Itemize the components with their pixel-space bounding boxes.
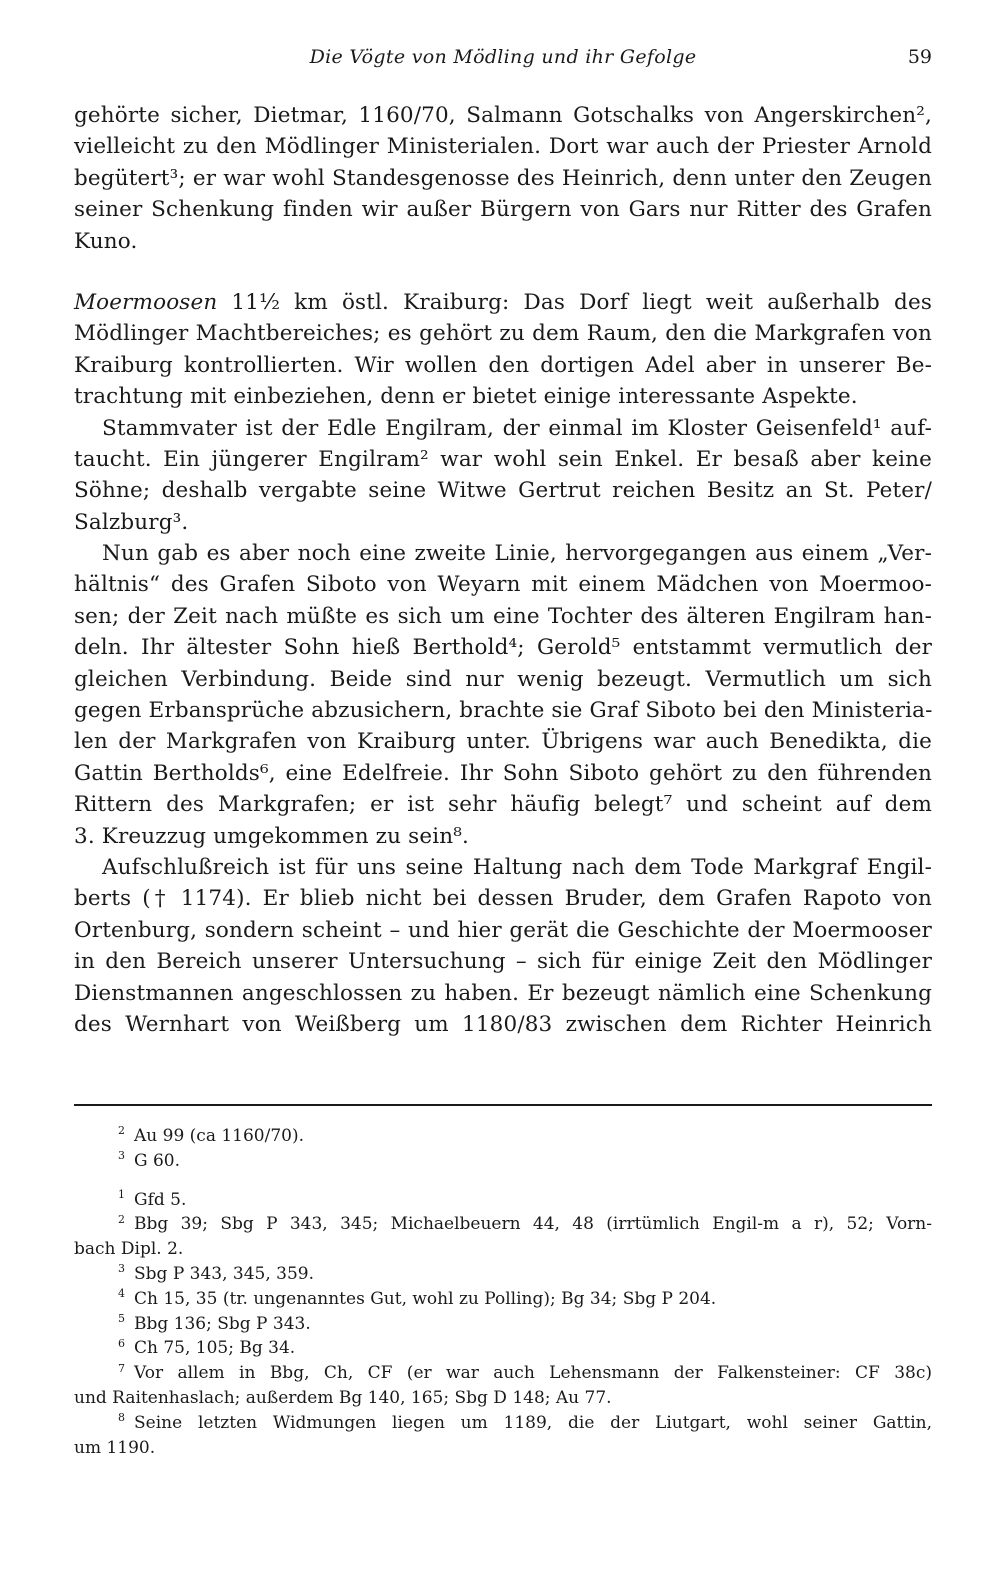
- text-line: deln. Ihr ältester Sohn hieß Berthold⁴; Gerold⁵ entstammt vermutlich der: [74, 635, 932, 661]
- text-line: Ortenburg, sondern scheint – und hier gerät die Geschichte der Moermooser: [74, 917, 932, 943]
- footnotes: [74, 1124, 932, 1460]
- footnote: 3 Sbg P 343, 345, 359.: [118, 1262, 315, 1284]
- text-line: begütert³; er war wohl Standesgenosse des Heinrich, denn unter den Zeugen: [74, 165, 932, 191]
- paragraph-continuation: [74, 100, 932, 257]
- text-line: Rittern des Markgrafen; er ist sehr häufig belegt⁷ und scheint auf dem: [74, 792, 932, 818]
- text-line: vielleicht zu den Mödlinger Ministerialen. Dort war auch der Priester Arnold: [74, 134, 932, 160]
- text-line: gegen Erbansprüche abzusichern, brachte sie Graf Siboto bei den Ministeria-: [74, 698, 933, 724]
- footnote: 5 Bbg 136; Sbg P 343.: [118, 1311, 311, 1334]
- footnote-group-moermoosen: [74, 1188, 932, 1461]
- footnote: 6 Ch 75, 105; Bg 34.: [118, 1336, 296, 1359]
- text-line: in den Bereich unserer Untersuchung – sich für einige Zeit den Mödlinger: [74, 949, 932, 975]
- footnote: 8 Seine letzten Widmungen liegen um 1189, die der Liutgart, wohl seiner Gattin,: [118, 1411, 932, 1433]
- paragraph: [74, 852, 932, 1040]
- footnote: 7 Vor allem in Bbg, Ch, CF (er war auch Lehensmann der Falkensteiner: CF 38c): [118, 1361, 932, 1384]
- footnote-text: Au 99 (ca 1160/70).: [134, 1126, 305, 1146]
- footnote-text: Bbg 136; Sbg P 343.: [134, 1313, 311, 1334]
- text-span: 11½ km östl. Kraiburg: Das Dorf liegt weit außerhalb des: [217, 289, 932, 315]
- text-line: Dienstmannen angeschlossen zu haben. Er bezeugt nämlich eine Schenkung: [74, 980, 932, 1006]
- text-line: seiner Schenkung finden wir außer Bürgern von Gars nur Ritter des Grafen: [74, 197, 932, 223]
- footnote: 1 Gfd 5.: [118, 1187, 187, 1210]
- paragraph-moermoosen: [74, 287, 932, 413]
- text-line: Salzburg³.: [74, 509, 189, 535]
- text-line: berts († 1174). Er blieb nicht bei dessen Bruder, dem Grafen Rapoto von: [74, 886, 932, 912]
- running-title: Die Vögte von Mödling und ihr Gefolge: [309, 46, 697, 68]
- text-line: hältnis“ des Grafen Siboto von Weyarn mit einem Mädchen von Moermoo-: [74, 572, 932, 598]
- footnote: 2 Au 99 (ca 1160/70).: [118, 1124, 305, 1146]
- text-line: Nun gab es aber noch eine zweite Linie, hervorgegangen aus einem „Ver-: [102, 541, 932, 567]
- footnote-text: Ch 75, 105; Bg 34.: [134, 1338, 296, 1359]
- place-name: Moermoosen: [74, 289, 218, 315]
- text-line: gleichen Verbindung. Beide sind nur wenig bezeugt. Vermutlich um sich: [74, 666, 932, 692]
- main-text: [74, 100, 932, 1040]
- footnote-text: Ch 15, 35 (tr. ungenanntes Gut, wohl zu Polling); Bg 34; Sbg P 204.: [134, 1288, 717, 1309]
- footnote-group-previous: [74, 1124, 932, 1174]
- text-line: Kuno.: [74, 228, 138, 254]
- footnote-text: Sbg P 343, 345, 359.: [134, 1263, 315, 1284]
- text-line: Söhne; deshalb vergabte seine Witwe Gertrut reichen Besitz an St. Peter/: [74, 478, 932, 504]
- text-line: sen; der Zeit nach müßte es sich um eine Tochter des älteren Engilram han-: [74, 603, 932, 629]
- footnote-text: Vor allem in Bbg, Ch, CF (er war auch Lehensmann der Falkensteiner: CF 38c): [134, 1363, 932, 1384]
- footnote-text: Gfd 5.: [134, 1189, 187, 1210]
- text-line: gehörte sicher, Dietmar, 1160/70, Salmann Gotschalks von Angerskirchen²,: [74, 103, 932, 128]
- paragraph: [74, 413, 932, 539]
- text-line: 3. Kreuzzug umgekommen zu sein⁸.: [74, 823, 469, 849]
- running-head: [74, 46, 932, 76]
- text-line: Stammvater ist der Edle Engilram, der einmal im Kloster Geisenfeld¹ auf-: [102, 415, 932, 441]
- text-line: taucht. Ein jüngerer Engilram² war wohl sein Enkel. Er besaß aber keine: [74, 446, 932, 472]
- page-number: 59: [907, 46, 932, 68]
- text-line: Kraiburg kontrollierten. Wir wollen den dortigen Adel aber in unserer Be-: [74, 352, 932, 378]
- text-line: [74, 287, 932, 318]
- footnote-text: Bbg 39; Sbg P 343, 345; Michaelbeuern 44, 48 (irrtümlich Engil-m a r), 52; Vorn-: [134, 1214, 932, 1235]
- footnote: 4 Ch 15, 35 (tr. ungenanntes Gut, wohl zu Polling); Bg 34; Sbg P 204.: [118, 1287, 717, 1309]
- text-line: len der Markgrafen von Kraiburg unter. Übrigens war auch Benedikta, die: [74, 729, 932, 755]
- footnote-divider: [74, 1104, 932, 1106]
- book-page: [74, 0, 932, 1594]
- footnote-text: G 60.: [134, 1150, 181, 1171]
- footnote: 2 Bbg 39; Sbg P 343, 345; Michaelbeuern 44, 48 (irrtümlich Engil-m a r), 52; Vorn-: [118, 1212, 932, 1235]
- text-line: Aufschlußreich ist für uns seine Haltung nach dem Tode Markgraf Engil-: [102, 854, 932, 880]
- footnote: 3 G 60.: [118, 1149, 181, 1171]
- text-line: Gattin Bertholds⁶, eine Edelfreie. Ihr Sohn Siboto gehört zu den führenden: [74, 760, 932, 786]
- text-line: des Wernhart von Weißberg um 1180/83 zwischen dem Richter Heinrich: [74, 1011, 932, 1037]
- footnote-text: Seine letzten Widmungen liegen um 1189, die der Liutgart, wohl seiner Gattin,: [134, 1412, 932, 1433]
- footnote-continuation: und Raitenhaslach; außerdem Bg 140, 165; Sbg D 148; Au 77.: [74, 1387, 612, 1408]
- footnote-continuation: bach Dipl. 2.: [74, 1239, 184, 1260]
- text-line: trachtung mit einbeziehen, denn er bietet einige interessante Aspekte.: [74, 384, 858, 410]
- text-line: Mödlinger Machtbereiches; es gehört zu dem Raum, den die Markgrafen von: [74, 321, 932, 347]
- footnote-continuation: um 1190.: [74, 1437, 156, 1458]
- paragraph: [74, 538, 932, 852]
